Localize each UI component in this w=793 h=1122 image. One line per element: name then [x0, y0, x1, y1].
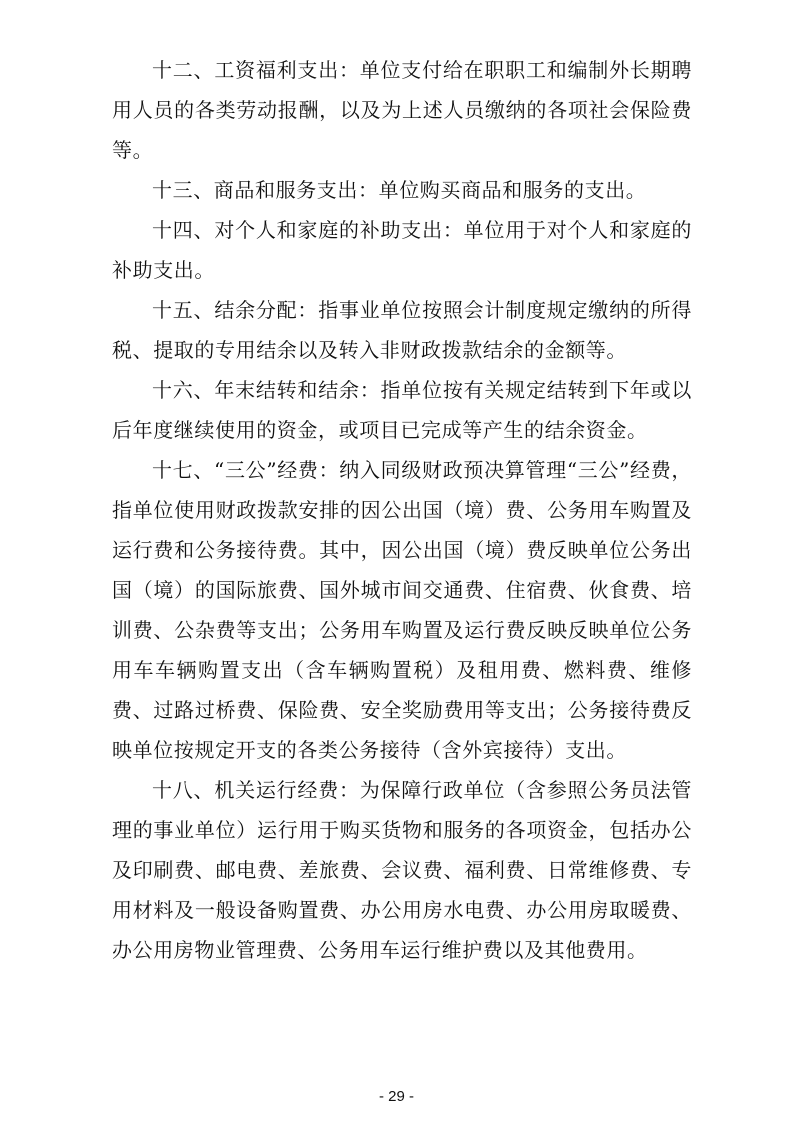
paragraph-salary-welfare: 十二、工资福利支出：单位支付给在职职工和编制外长期聘用人员的各类劳动报酬，以及为上述人员缴纳的各项社会保险费等。 — [112, 58, 692, 162]
paragraph-year-end-carryover: 十六、年末结转和结余：指单位按有关规定结转到下年或以后年度继续使用的资金，或项目已完成等产生的结余资金。 — [112, 378, 692, 442]
paragraph-surplus-distribution: 十五、结余分配：指事业单位按照会计制度规定缴纳的所得税、提取的专用结余以及转入非财政拨款结余的金额等。 — [112, 298, 692, 362]
page-number: - 29 - — [378, 1088, 414, 1105]
paragraph-operating-expenses: 十八、机关运行经费：为保障行政单位（含参照公务员法管理的事业单位）运行用于购买货物和服务的各项资金，包括办公及印刷费、邮电费、差旅费、会议费、福利费、日常维修费、专用材料及一般设备购置费、办公用房水电费、办公用房取暖费、办公用房物业管理费、公务用车运行维护费以及其他费用。 — [112, 778, 692, 962]
paragraph-household-subsidy: 十四、对个人和家庭的补助支出：单位用于对个人和家庭的补助支出。 — [112, 218, 692, 282]
body-text — [112, 50, 692, 970]
paragraph-three-public-expenses: 十七、“三公”经费：纳入同级财政预决算管理“三公”经费，指单位使用财政拨款安排的因公出国（境）费、公务用车购置及运行费和公务接待费。其中，因公出国（境）费反映单位公务出国（境）的国际旅费、国外城市间交通费、住宿费、伙食费、培训费、公杂费等支出；公务用车购置及运行费反映反映单位公务用车车辆购置支出（含车辆购置税）及租用费、燃料费、维修费、过路过桥费、保险费、安全奖励费用等支出；公务接待费反映单位按规定开支的各类公务接待（含外宾接待）支出。 — [112, 458, 692, 762]
paragraph-goods-services: 十三、商品和服务支出：单位购买商品和服务的支出。 — [152, 178, 647, 202]
